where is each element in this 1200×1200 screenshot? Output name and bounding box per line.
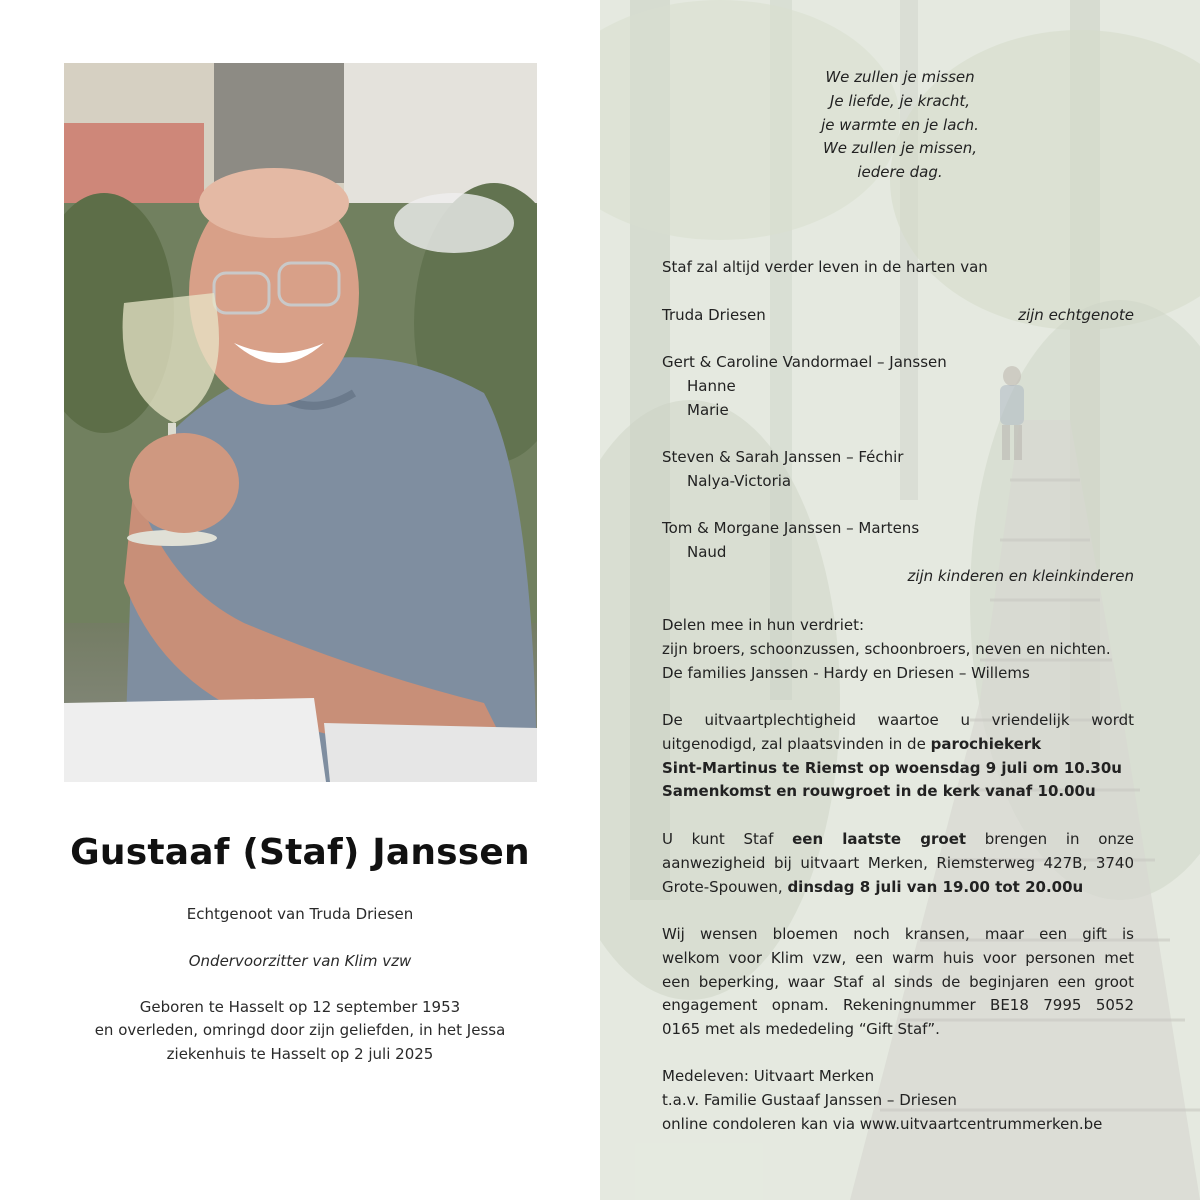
poem	[600, 66, 1200, 185]
condolences-block	[662, 1065, 1134, 1136]
born-line: Geboren te Hasselt op 12 september 1953	[139, 998, 461, 1016]
poem-line-4: We zullen je missen,	[822, 139, 978, 158]
family-1: Gert & Caroline Vandormael – Janssen	[662, 353, 947, 371]
role-line: Ondervoorzitter van Klim vzw	[188, 952, 412, 970]
visit-line-1	[662, 828, 1134, 852]
flowers-block	[662, 923, 1134, 1042]
poem-line-5: iedere dag.	[857, 163, 943, 182]
condolences-website[interactable]: online condoleren kan via www.uitvaartcentrummerken.be	[662, 1114, 1103, 1133]
portrait-illustration	[64, 63, 537, 782]
children-role: zijn kinderen en kleinkinderen	[907, 567, 1134, 585]
visit-line-2: aanwezigheid bij uitvaart Merken, Riemsterweg 427B, 3740	[662, 853, 1134, 872]
spouse-name: Truda Driesen	[662, 306, 766, 324]
poem-line-2: Je liefde, je kracht,	[829, 91, 971, 110]
church-name: parochiekerk	[930, 734, 1042, 753]
deceased-name: Gustaaf (Staf) Janssen	[70, 832, 530, 873]
family-1-child-1: Hanne	[687, 377, 736, 395]
family-intro: Staf zal altijd verder leven in de harten van	[662, 258, 988, 276]
visit-block	[662, 828, 1134, 899]
portrait-photo	[64, 63, 537, 782]
family-3-child-1: Naud	[687, 543, 727, 561]
share-line-1: Delen mee in hun verdriet:	[662, 616, 865, 634]
flowers-line-2: welkom voor Klim vzw, een warm huis voor personen met	[662, 948, 1134, 967]
condolences-line-1: Medeleven: Uitvaart Merken	[662, 1067, 875, 1085]
poem-line-1: We zullen je missen	[825, 68, 975, 86]
gathering-time: Samenkomst en rouwgroet in de kerk vanaf 10.00u	[662, 782, 1096, 801]
visit-line-3	[662, 876, 1134, 900]
ceremony-line-4	[662, 780, 1134, 804]
visit-date: dinsdag 8 juli van 19.00 tot 20.00u	[787, 877, 1084, 896]
family-2: Steven & Sarah Janssen – Féchir	[662, 448, 904, 466]
ceremony-date: Sint-Martinus te Riemst op woensdag 9 juli om 10.30u	[662, 758, 1122, 777]
ceremony-line-2	[662, 733, 1134, 757]
condolences-line-2: t.a.v. Familie Gustaaf Janssen – Driesen	[662, 1090, 957, 1109]
ceremony-line-3	[662, 757, 1134, 781]
ceremony-line-1: De uitvaartplechtigheid waartoe u vriendelijk wordt	[662, 711, 1134, 729]
flowers-line-4: engagement opnam. Rekeningnummer BE18 7995 5052	[662, 996, 1134, 1015]
spouse-line: Echtgenoot van Truda Driesen	[186, 905, 414, 923]
flowers-line-5: 0165 met als mededeling “Gift Staf”.	[662, 1020, 940, 1039]
died-line-1: en overleden, omringd door zijn geliefden, in het Jessa	[94, 1021, 506, 1039]
ceremony-line-2-text: uitgenodigd, zal plaatsvinden in de	[662, 734, 931, 753]
share-line-2: zijn broers, schoonzussen, schoonbroers, neven en nichten.	[662, 639, 1111, 658]
visit-line-3-text: Grote-Spouwen,	[662, 877, 788, 896]
right-panel	[600, 0, 1200, 1200]
flowers-line-3: een beperking, waar Staf al sinds de beginjaren een groot	[662, 972, 1134, 991]
visit-line-1-a: U kunt Staf	[662, 830, 793, 848]
flowers-line-1: Wij wensen bloemen noch kransen, maar een gift is	[662, 925, 1134, 943]
spouse-role: zijn echtgenote	[1018, 306, 1134, 324]
last-greeting: een laatste groet	[792, 830, 967, 848]
visit-line-1-b: brengen in onze	[966, 830, 1134, 848]
family-2-child-1: Nalya-Victoria	[687, 472, 792, 490]
share-block	[662, 614, 1134, 685]
ceremony-block	[662, 709, 1134, 804]
poem-line-3: je warmte en je lach.	[821, 115, 979, 134]
share-line-3: De families Janssen - Hardy en Driesen – Willems	[662, 663, 1030, 682]
died-line-2: ziekenhuis te Hasselt op 2 juli 2025	[166, 1045, 434, 1063]
family-3: Tom & Morgane Janssen – Martens	[662, 519, 920, 537]
family-1-child-2: Marie	[687, 401, 729, 419]
